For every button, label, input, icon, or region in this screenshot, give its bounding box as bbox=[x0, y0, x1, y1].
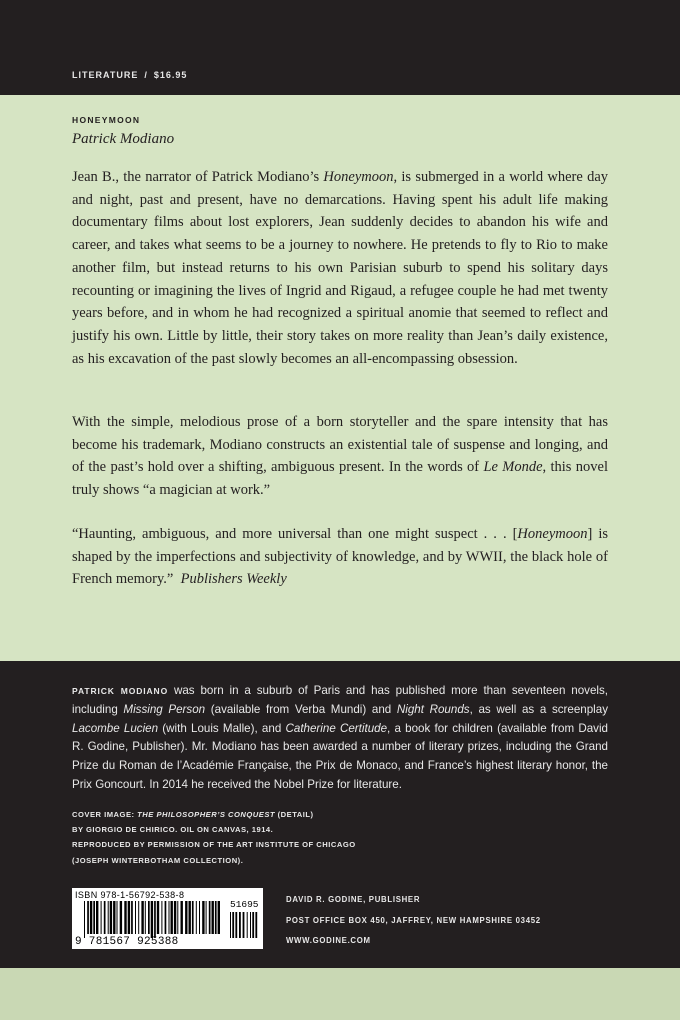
review-text: ] is shaped by the imperfections and subjectivity of knowledge, and by WWII, the black hole of French memory.” bbox=[72, 526, 608, 588]
barcode-bar bbox=[218, 901, 220, 934]
credit-artwork: THE PHILOSOPHER’S CONQUEST bbox=[137, 810, 276, 819]
barcode-bar bbox=[192, 901, 194, 934]
credit-label: COVER IMAGE: bbox=[72, 810, 138, 819]
barcode-bar bbox=[243, 912, 245, 938]
description-source: Le Monde bbox=[483, 459, 543, 476]
bio-author-name: PATRICK MODIANO bbox=[72, 686, 169, 696]
barcode-bar bbox=[135, 901, 136, 934]
bio-text: , a book for children (available from David R. Godine, Publisher). Mr. Modiano has been awarded a number of literary prizes, including the Grand Prize du Roman de l’Académie Française, the Prix de Monaco, and France’s highest literary honor, the Prix Goncourt. In 2014 he received the Nobel Prize for literature. bbox=[72, 721, 608, 791]
price-addon-code: 51695 bbox=[230, 899, 259, 910]
barcode-bar bbox=[131, 901, 133, 934]
barcode-bar bbox=[104, 901, 106, 934]
barcode-bar bbox=[138, 901, 139, 934]
barcode-bar bbox=[124, 901, 126, 934]
category-label: LITERATURE bbox=[72, 70, 139, 80]
barcode-bar bbox=[174, 901, 176, 934]
barcode-bar bbox=[232, 912, 234, 938]
barcode-bar bbox=[84, 901, 85, 938]
review-text: “Haunting, ambiguous, and more universal than one might suspect . . . [ bbox=[72, 526, 518, 542]
bio-book-title: Catherine Certitude bbox=[285, 721, 388, 735]
barcode-bar bbox=[165, 901, 167, 934]
isbn-number: ISBN 978-1-56792-538-8 bbox=[75, 890, 185, 900]
publisher-website: WWW.GODINE.COM bbox=[286, 936, 371, 945]
barcode-bar bbox=[252, 912, 254, 938]
barcode-bar bbox=[148, 901, 150, 934]
description-text: With the simple, melodious prose of a born storyteller and the spare intensity that has become his trademark, Modiano constructs an existential tale of suspense and longing, and of the past’s hold over a shifting, ambiguous present. In the words of bbox=[72, 414, 608, 476]
barcode-bar bbox=[181, 901, 183, 934]
barcode-bar bbox=[161, 901, 162, 934]
barcode-bar bbox=[202, 901, 204, 934]
review-book-title: Honeymoon bbox=[517, 526, 588, 542]
top-band bbox=[0, 0, 680, 95]
barcode-bar bbox=[185, 901, 187, 934]
barcode-bar bbox=[93, 901, 95, 934]
barcode-bar bbox=[247, 912, 248, 938]
bio-text: , as well as a screenplay bbox=[469, 702, 609, 716]
bio-text: (available from Verba Mundi) and bbox=[205, 702, 397, 716]
credit-detail: (DETAIL) bbox=[275, 810, 314, 819]
barcode-bar bbox=[212, 901, 214, 934]
barcode-bar bbox=[108, 901, 109, 934]
barcode-bar bbox=[101, 901, 102, 934]
barcode-bar bbox=[110, 901, 112, 934]
barcode-bar bbox=[96, 901, 98, 934]
barcode-bar bbox=[169, 901, 170, 934]
barcode-bar bbox=[87, 901, 89, 934]
credit-line-1 bbox=[72, 807, 608, 822]
publisher-name: DAVID R. GODINE, PUBLISHER bbox=[286, 895, 421, 904]
barcode-bar bbox=[235, 912, 237, 938]
barcode-bar bbox=[90, 901, 92, 934]
credit-line-4: (JOSEPH WINTERBOTHAM COLLECTION). bbox=[72, 855, 244, 865]
barcode-bar bbox=[189, 901, 191, 934]
barcode-bar bbox=[196, 901, 197, 934]
barcode-bar bbox=[209, 901, 211, 934]
barcode-bar bbox=[206, 901, 207, 934]
review-source: Publishers Weekly bbox=[180, 571, 287, 588]
description-text: Jean B., the narrator of Patrick Modiano’s bbox=[72, 169, 324, 185]
bio-text: (with Louis Malle), and bbox=[158, 721, 286, 735]
barcode-bar bbox=[239, 912, 241, 938]
description-text: , this novel truly shows “a magician at work.” bbox=[72, 459, 608, 499]
isbn-barcode bbox=[72, 888, 263, 949]
barcode-bar bbox=[120, 901, 122, 934]
barcode-bar bbox=[199, 901, 200, 934]
barcode-bar bbox=[230, 912, 231, 938]
cover-image-credits bbox=[72, 807, 608, 868]
price-label: $16.95 bbox=[153, 70, 188, 80]
review-quote bbox=[72, 523, 608, 591]
barcode-bar bbox=[151, 901, 153, 938]
category-price-line bbox=[72, 70, 187, 80]
bio-book-title: Missing Person bbox=[123, 702, 206, 716]
credit-line-3: REPRODUCED BY PERMISSION OF THE ART INSTITUTE OF CHICAGO bbox=[72, 840, 356, 850]
barcode-bar bbox=[128, 901, 130, 934]
author-bio bbox=[72, 682, 608, 795]
description-book-title: Honeymoon bbox=[323, 169, 394, 185]
barcode-bar bbox=[250, 912, 251, 938]
barcode-bar bbox=[177, 901, 178, 934]
barcode-bar bbox=[215, 901, 217, 934]
barcode-bar bbox=[145, 901, 146, 934]
description-paragraph-1 bbox=[72, 166, 608, 370]
book-title: HONEYMOON bbox=[72, 115, 141, 125]
description-paragraph-2 bbox=[72, 411, 608, 502]
barcode-bar bbox=[154, 901, 156, 938]
category-separator: / bbox=[144, 70, 148, 80]
ean-digits: 9 781567 925388 bbox=[75, 936, 179, 948]
description-text: , is submerged in a world where day and night, past and present, have no demarcations. Having spent his adult life making documentary films about lost explorers, Jean suddenly decides to abandon his wife and career, and takes what seems to be a journey to nowhere. He pretends to fly to Rio to make another film, but instead returns to his own Parisian suburb to spend his solitary days recounting or imagining the lives of Ingrid and Rigaud, a refugee couple he had met twenty years before, and in whom he had recognized a spiritual anomie that seemed to reflect and justify his own. Little by little, their story takes on more reality than Jean’s daily existence, as his excavation of the past slowly becomes an all-encompassing obsession. bbox=[72, 169, 609, 367]
barcode-bar bbox=[113, 901, 115, 934]
credit-line-2: BY GIORGIO DE CHIRICO. OIL ON CANVAS, 1914. bbox=[72, 825, 274, 835]
bio-text: was born in a suburb of Paris and has published more than seventeen novels, including bbox=[72, 684, 608, 716]
book-author: Patrick Modiano bbox=[72, 131, 175, 147]
barcode-bar bbox=[171, 901, 173, 934]
barcode-bar bbox=[157, 901, 159, 934]
publisher-address: POST OFFICE BOX 450, JAFFREY, NEW HAMPSHIRE 03452 bbox=[286, 915, 541, 925]
barcode-bar bbox=[255, 912, 257, 938]
bottom-strip bbox=[0, 968, 680, 1020]
barcode-bar bbox=[141, 901, 143, 934]
bio-book-title: Lacombe Lucien bbox=[72, 721, 159, 735]
barcode-bar bbox=[117, 901, 118, 934]
publisher-info bbox=[286, 890, 541, 952]
bio-book-title: Night Rounds bbox=[396, 702, 470, 716]
